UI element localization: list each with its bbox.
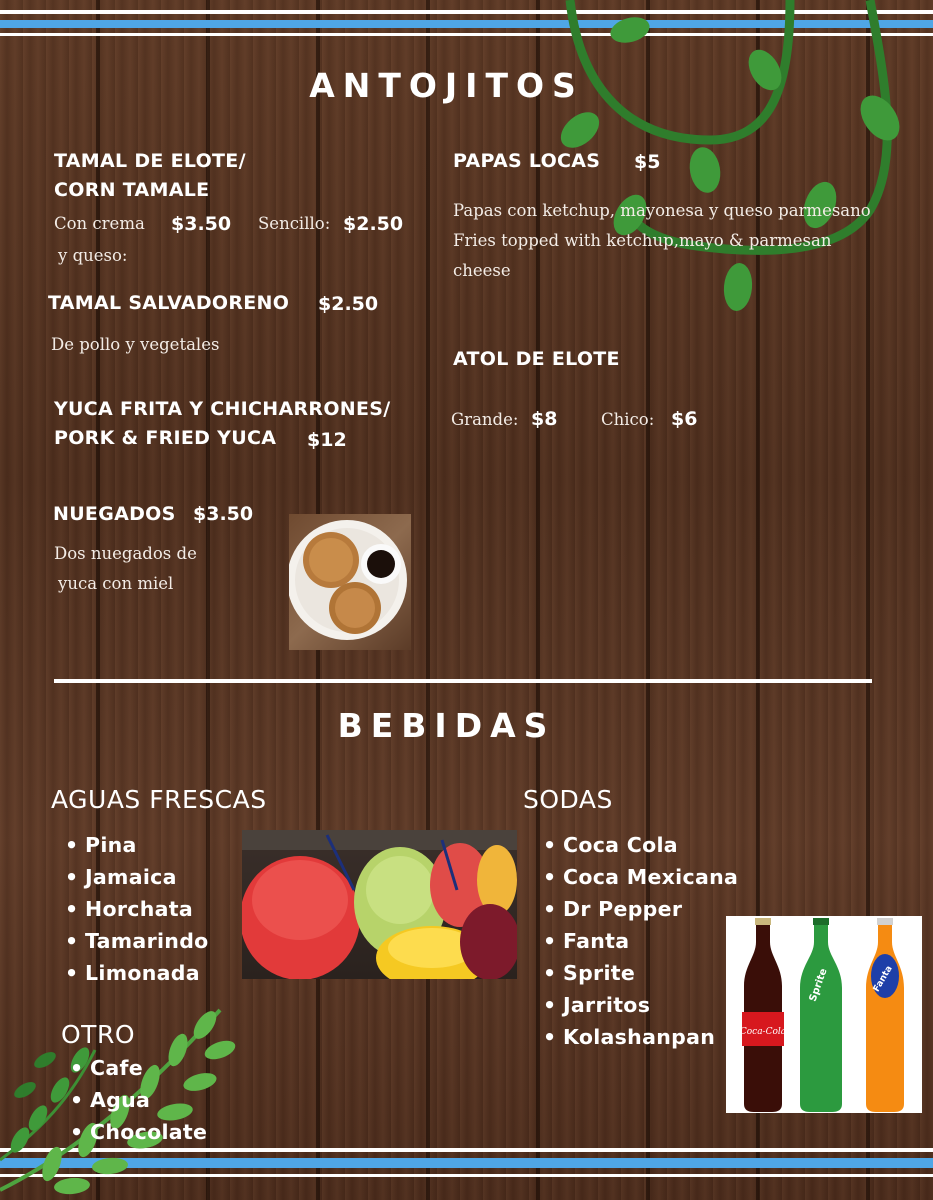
svg-text:Sprite: Sprite <box>807 967 830 1004</box>
list-item: • Limonada <box>63 957 209 989</box>
papas-locas-price: $5 <box>634 151 661 173</box>
aguas-frescas-title: AGUAS FRESCAS <box>51 785 267 814</box>
tamal-elote-crema-label-2: y queso: <box>58 246 128 265</box>
tamal-salvadoreno-desc: De pollo y vegetales <box>51 335 220 354</box>
atol-chico-label: Chico: <box>601 410 655 429</box>
tamal-elote-crema-price: $3.50 <box>171 213 232 235</box>
otro-list <box>68 1052 207 1148</box>
atol-name: ATOL DE ELOTE <box>453 348 620 370</box>
antojitos-title: ANTOJITOS <box>309 66 584 105</box>
list-item: • Kolashanpan <box>541 1021 738 1053</box>
list-item: • Fanta <box>541 925 738 957</box>
nuegados-desc: Dos nuegados de yuca con miel <box>54 544 197 593</box>
list-item: • Coca Cola <box>541 829 738 861</box>
atol-grande-label: Grande: <box>451 410 519 429</box>
nuegados-name: NUEGADOS <box>53 503 176 525</box>
nuegados-price: $3.50 <box>193 503 254 525</box>
bebidas-title: BEBIDAS <box>337 706 556 745</box>
otro-title: OTRO <box>61 1020 135 1049</box>
atol-grande-price: $8 <box>531 408 558 430</box>
list-item: • Coca Mexicana <box>541 861 738 893</box>
svg-text:Coca-Cola: Coca-Cola <box>739 1027 787 1037</box>
atol-chico-price: $6 <box>671 408 698 430</box>
list-item: • Jamaica <box>63 861 209 893</box>
aguas-frescas-list <box>63 829 209 989</box>
nuegados-photo <box>289 514 411 650</box>
papas-locas-name: PAPAS LOCAS <box>453 150 601 172</box>
yuca-name: YUCA FRITA Y CHICHARRONES/ PORK & FRIED YUCA <box>54 398 391 449</box>
sodas-title: SODAS <box>523 785 613 814</box>
aguas-frescas-photo <box>242 830 517 979</box>
list-item: • Pina <box>63 829 209 861</box>
papas-locas-desc: Papas con ketchup, mayonesa y queso parmesano Fries topped with ketchup,mayo & parmesan cheese <box>453 201 871 280</box>
yuca-price: $12 <box>307 429 347 451</box>
tamal-elote-sencillo-label: Sencillo: <box>258 214 331 233</box>
list-item: • Agua <box>68 1084 207 1116</box>
tamal-salvadoreno-price: $2.50 <box>318 293 379 315</box>
tamal-elote-sencillo-price: $2.50 <box>343 213 404 235</box>
list-item: • Horchata <box>63 893 209 925</box>
sodas-photo <box>726 916 922 1113</box>
list-item: • Cafe <box>68 1052 207 1084</box>
svg-text:Fanta: Fanta <box>871 964 895 994</box>
list-item: • Tamarindo <box>63 925 209 957</box>
tamal-salvadoreno-name: TAMAL SALVADORENO <box>48 292 290 314</box>
list-item: • Jarritos <box>541 989 738 1021</box>
sodas-list <box>541 829 738 1053</box>
tamal-elote-name: TAMAL DE ELOTE/ CORN TAMALE <box>54 150 246 201</box>
list-item: • Dr Pepper <box>541 893 738 925</box>
section-divider <box>54 679 872 683</box>
tamal-elote-crema-label: Con crema <box>54 214 145 233</box>
list-item: • Sprite <box>541 957 738 989</box>
list-item: • Chocolate <box>68 1116 207 1148</box>
